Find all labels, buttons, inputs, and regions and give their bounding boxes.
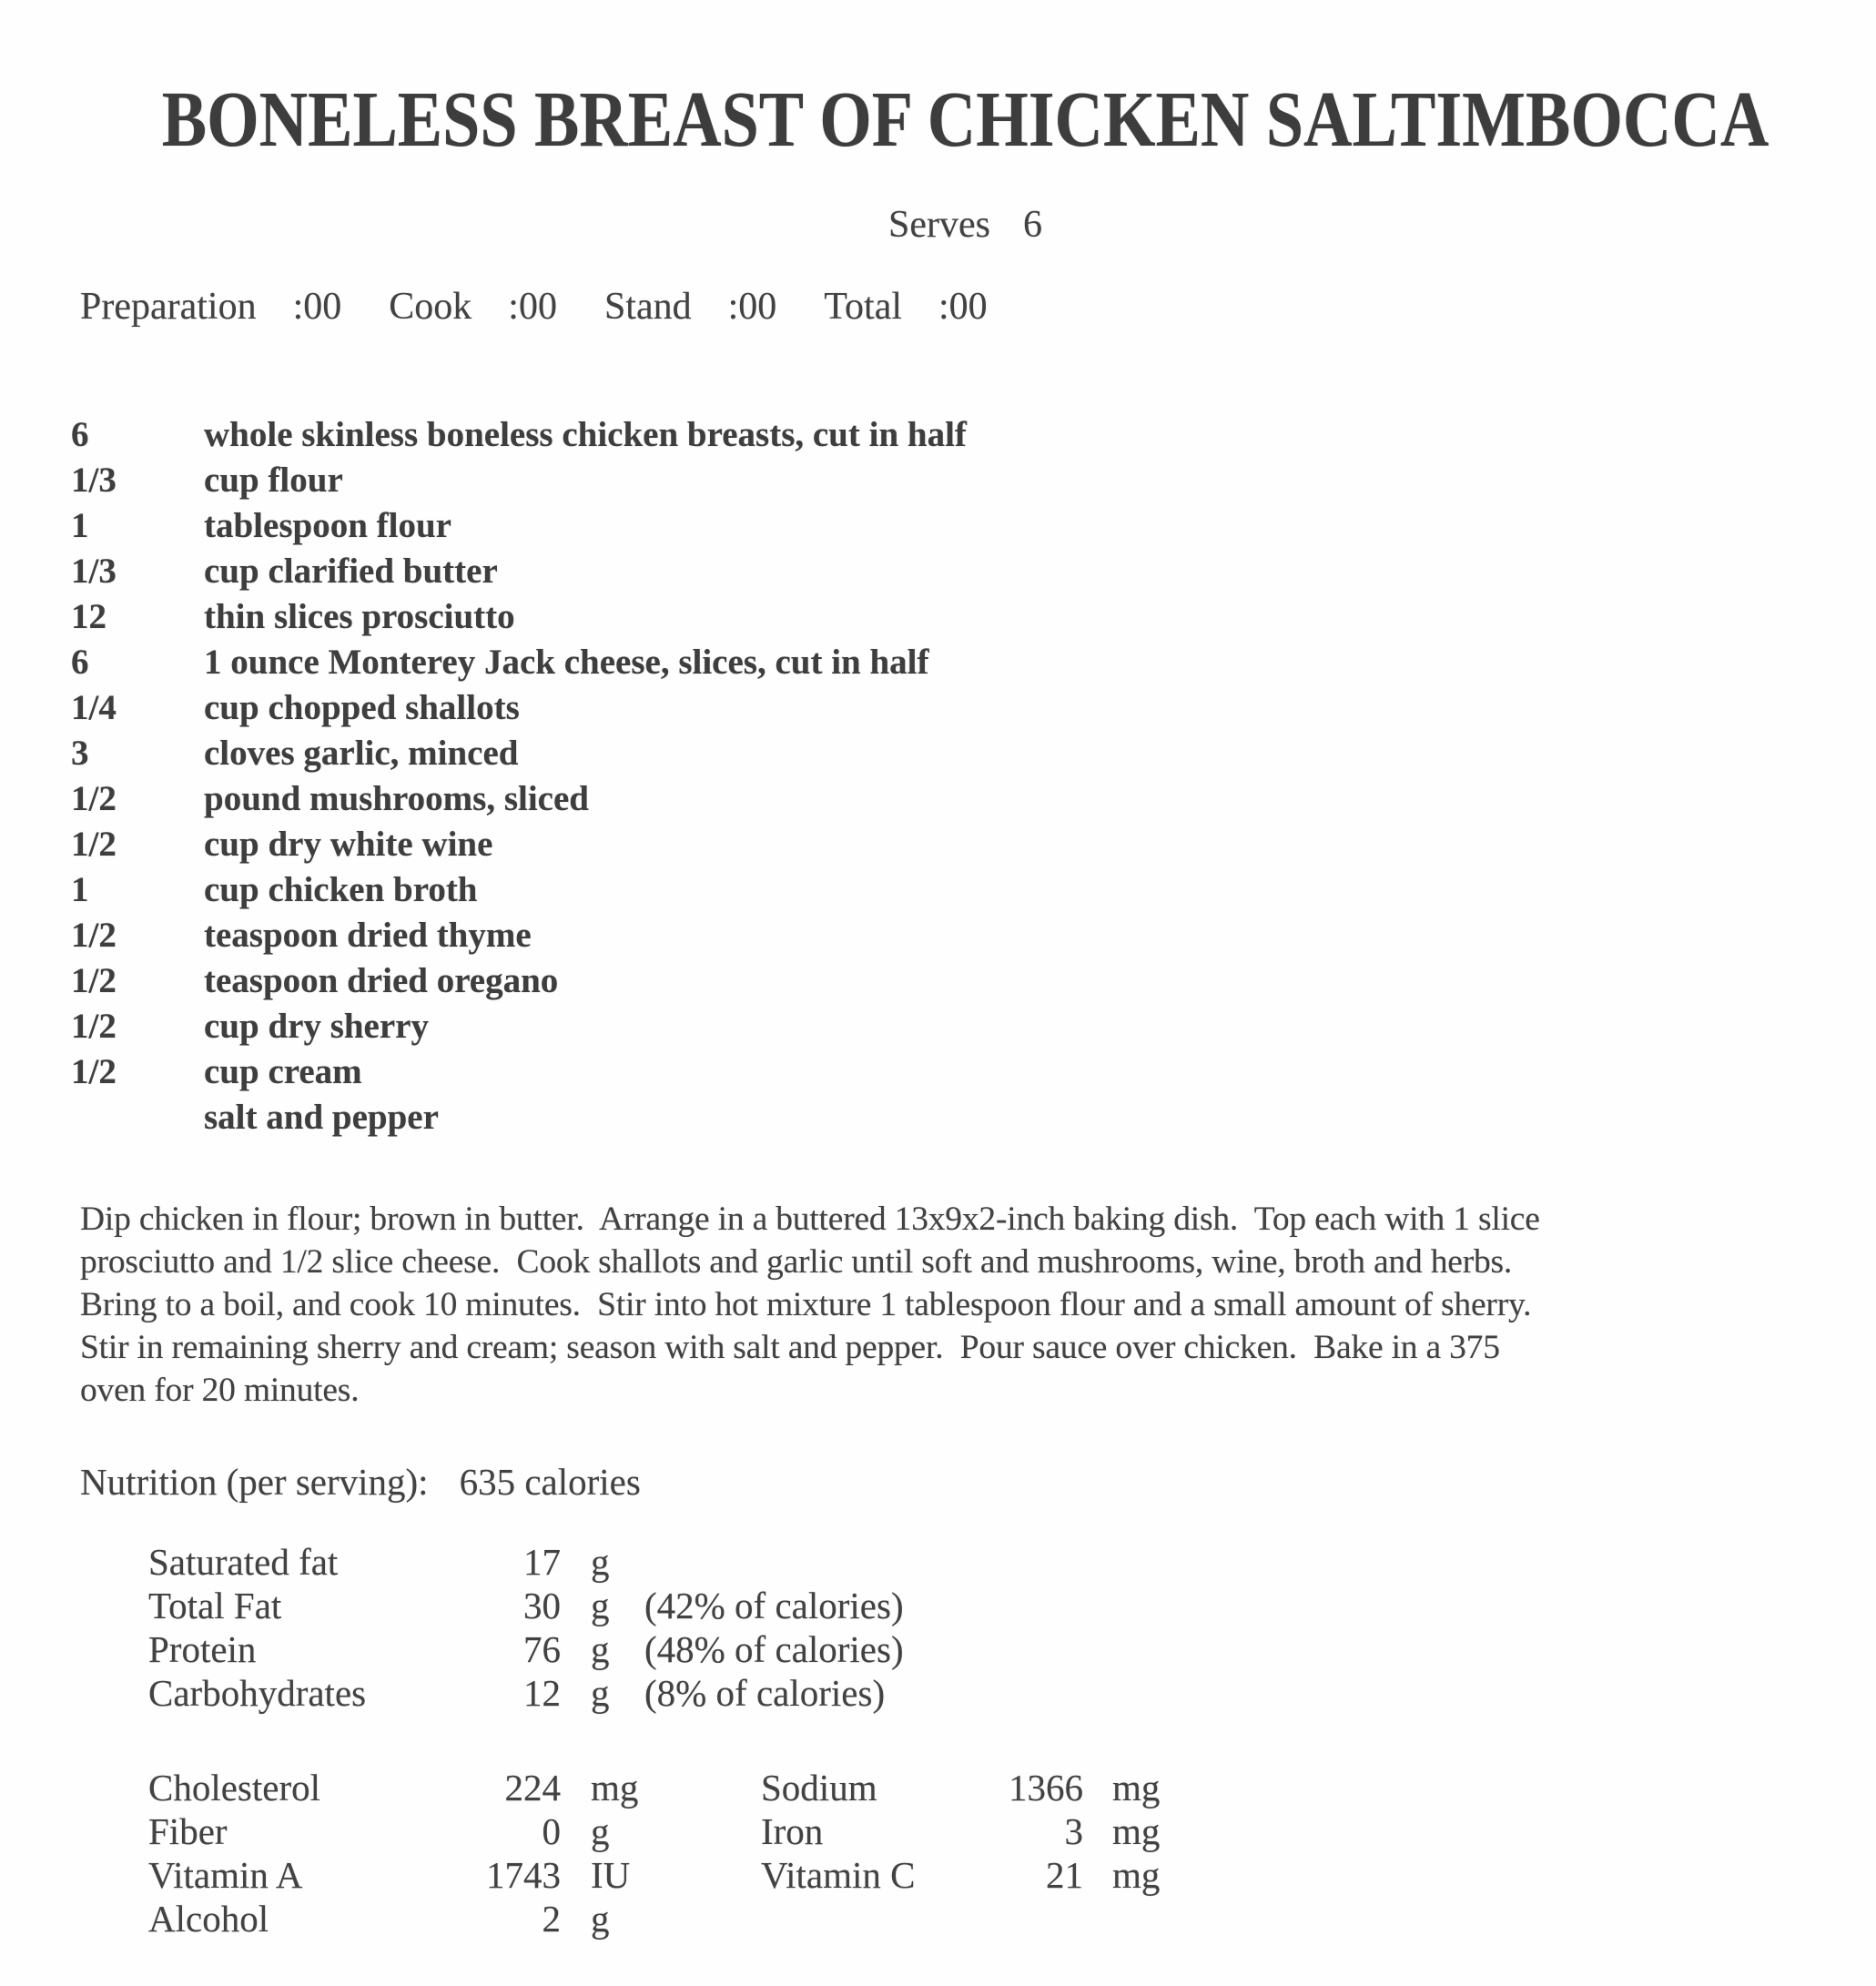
ingredient-text: whole skinless boneless chicken breasts, cut in half	[204, 415, 967, 454]
recipe-title: BONELESS BREAST OF CHICKEN SALTIMBOCCA	[161, 76, 1770, 165]
ingredient-text: cup clarified butter	[204, 552, 498, 591]
ingredient-qty: 1/4	[71, 688, 117, 727]
nutrition-unit: g	[591, 1585, 610, 1626]
serves-label: Serves	[888, 204, 990, 246]
nutrition-header-label: Nutrition (per serving):	[80, 1461, 429, 1503]
ingredient-text: cup dry sherry	[204, 1007, 429, 1046]
ingredient-text: salt and pepper	[204, 1098, 439, 1137]
ingredient-qty: 1/3	[71, 461, 117, 500]
ingredient-text: teaspoon dried oregano	[204, 961, 559, 1000]
nutrition-label: Vitamin A	[148, 1854, 303, 1896]
nutrition-row	[0, 1584, 1876, 1627]
timing-total	[824, 284, 987, 329]
nutrition-row	[0, 1897, 1876, 1940]
ingredient-qty: 1/2	[71, 1007, 117, 1046]
nutrition-unit: g	[591, 1628, 610, 1670]
instruction-line: Bring to a boil, and cook 10 minutes. Stir into hot mixture 1 tablespoon flour and a small amount of sherry.	[80, 1286, 1532, 1323]
ingredient-text: cup chopped shallots	[204, 688, 520, 727]
nutrition-amount: 2	[542, 1898, 561, 1940]
ingredient-text: teaspoon dried thyme	[204, 916, 532, 955]
nutrition-label: Fiber	[148, 1810, 228, 1852]
instructions-paragraph	[80, 1198, 1540, 1412]
nutrition-unit: IU	[591, 1854, 631, 1896]
nutrition-amount: 224	[504, 1767, 561, 1809]
nutrition-amount: 3	[1064, 1810, 1083, 1852]
nutrition-header	[80, 1460, 641, 1505]
nutrition-note: (42% of calories)	[644, 1585, 904, 1626]
nutrition-note: (8% of calories)	[644, 1672, 886, 1714]
ingredient-text: cup cream	[204, 1052, 362, 1091]
ingredient-row	[71, 915, 1876, 960]
ingredient-row	[71, 460, 1876, 505]
nutrition-unit: g	[591, 1898, 610, 1940]
ingredient-row	[71, 1051, 1876, 1097]
ingredient-row	[71, 1097, 1876, 1142]
timing-value: :00	[938, 286, 988, 328]
ingredient-qty: 1/3	[71, 552, 117, 591]
timing-stand	[604, 284, 776, 329]
ingredients-list	[71, 414, 1876, 1142]
timing-preparation	[80, 284, 341, 329]
ingredient-row	[71, 505, 1876, 551]
nutrition-amount: 1366	[1009, 1767, 1083, 1809]
ingredient-row	[71, 778, 1876, 824]
timings-line	[80, 284, 988, 329]
nutrition-note: (48% of calories)	[644, 1628, 904, 1670]
ingredient-row	[71, 414, 1876, 460]
instruction-line: Stir in remaining sherry and cream; season with salt and pepper. Pour sauce over chicken. Bake in a 375	[80, 1329, 1500, 1366]
ingredient-qty: 1/2	[71, 779, 117, 818]
ingredient-row	[71, 824, 1876, 869]
nutrition-unit: g	[591, 1541, 610, 1583]
timing-label: Total	[824, 286, 902, 328]
nutrition-calories-value: 635 calories	[459, 1461, 641, 1503]
instruction-line: Dip chicken in flour; brown in butter. Arrange in a buttered 13x9x2-inch baking dish. Top each with 1 slice	[80, 1201, 1540, 1238]
timing-label: Cook	[389, 286, 472, 328]
nutrition-row	[0, 1627, 1876, 1671]
ingredient-text: pound mushrooms, sliced	[204, 779, 589, 818]
timing-value: :00	[292, 286, 342, 328]
ingredient-qty: 12	[71, 597, 106, 636]
nutrition-label: Alcohol	[148, 1898, 269, 1940]
ingredient-text: cloves garlic, minced	[204, 734, 519, 773]
nutrition-unit: mg	[1112, 1810, 1161, 1852]
nutrition-label: Cholesterol	[148, 1767, 321, 1809]
nutrition-amount: 30	[523, 1585, 561, 1626]
ingredient-qty: 6	[71, 643, 89, 682]
nutrition-macros-table	[0, 1540, 1876, 1715]
ingredient-text: thin slices prosciutto	[204, 597, 515, 636]
instruction-line: oven for 20 minutes.	[80, 1372, 360, 1409]
nutrition-row	[0, 1809, 1876, 1853]
instruction-line: prosciutto and 1/2 slice cheese. Cook shallots and garlic until soft and mushrooms, wine, broth and herbs.	[80, 1243, 1513, 1281]
ingredient-text: 1 ounce Monterey Jack cheese, slices, cut in half	[204, 643, 929, 682]
ingredient-text: cup chicken broth	[204, 870, 478, 909]
ingredient-qty: 1	[71, 870, 89, 909]
nutrition-label: Iron	[761, 1810, 824, 1852]
ingredient-row	[71, 687, 1876, 733]
timing-cook	[389, 284, 557, 329]
ingredient-row	[71, 596, 1876, 642]
timing-label: Stand	[603, 286, 692, 328]
timing-value: :00	[727, 286, 777, 328]
nutrition-label: Carbohydrates	[148, 1672, 367, 1714]
nutrition-unit: mg	[1112, 1854, 1161, 1896]
nutrition-row	[0, 1766, 1876, 1809]
nutrition-unit: mg	[1112, 1767, 1161, 1809]
nutrition-unit: g	[591, 1672, 610, 1714]
ingredient-qty: 1/2	[71, 961, 117, 1000]
serves-line	[55, 202, 1876, 248]
ingredient-row	[71, 642, 1876, 687]
nutrition-amount: 17	[523, 1541, 561, 1583]
nutrition-micros-table	[0, 1766, 1876, 1940]
ingredient-row	[71, 960, 1876, 1006]
nutrition-amount: 0	[542, 1810, 561, 1852]
ingredient-row	[71, 551, 1876, 596]
ingredient-text: tablespoon flour	[204, 506, 451, 545]
nutrition-label: Total Fat	[148, 1585, 282, 1626]
nutrition-label: Saturated fat	[148, 1541, 339, 1583]
ingredient-text: cup flour	[204, 461, 343, 500]
timing-value: :00	[508, 286, 557, 328]
ingredient-qty: 6	[71, 415, 89, 454]
nutrition-amount: 76	[523, 1628, 561, 1670]
nutrition-row	[0, 1540, 1876, 1584]
nutrition-unit: mg	[591, 1767, 639, 1809]
ingredient-qty: 1/2	[71, 916, 117, 955]
nutrition-label: Protein	[148, 1628, 257, 1670]
ingredient-row	[71, 733, 1876, 778]
ingredient-qty: 1	[71, 506, 89, 545]
ingredient-row	[71, 869, 1876, 915]
nutrition-row	[0, 1671, 1876, 1715]
ingredient-qty: 1/2	[71, 1052, 117, 1091]
ingredient-text: cup dry white wine	[204, 825, 493, 864]
nutrition-row	[0, 1853, 1876, 1897]
nutrition-amount: 12	[523, 1672, 561, 1714]
timing-label: Preparation	[80, 286, 257, 328]
serves-value: 6	[1022, 204, 1042, 246]
nutrition-amount: 1743	[486, 1854, 561, 1896]
nutrition-label: Sodium	[761, 1767, 877, 1809]
ingredient-qty: 3	[71, 734, 89, 773]
nutrition-amount: 21	[1046, 1854, 1083, 1896]
ingredient-row	[71, 1006, 1876, 1051]
nutrition-unit: g	[591, 1810, 610, 1852]
nutrition-label: Vitamin C	[761, 1854, 916, 1896]
ingredient-qty: 1/2	[71, 825, 117, 864]
